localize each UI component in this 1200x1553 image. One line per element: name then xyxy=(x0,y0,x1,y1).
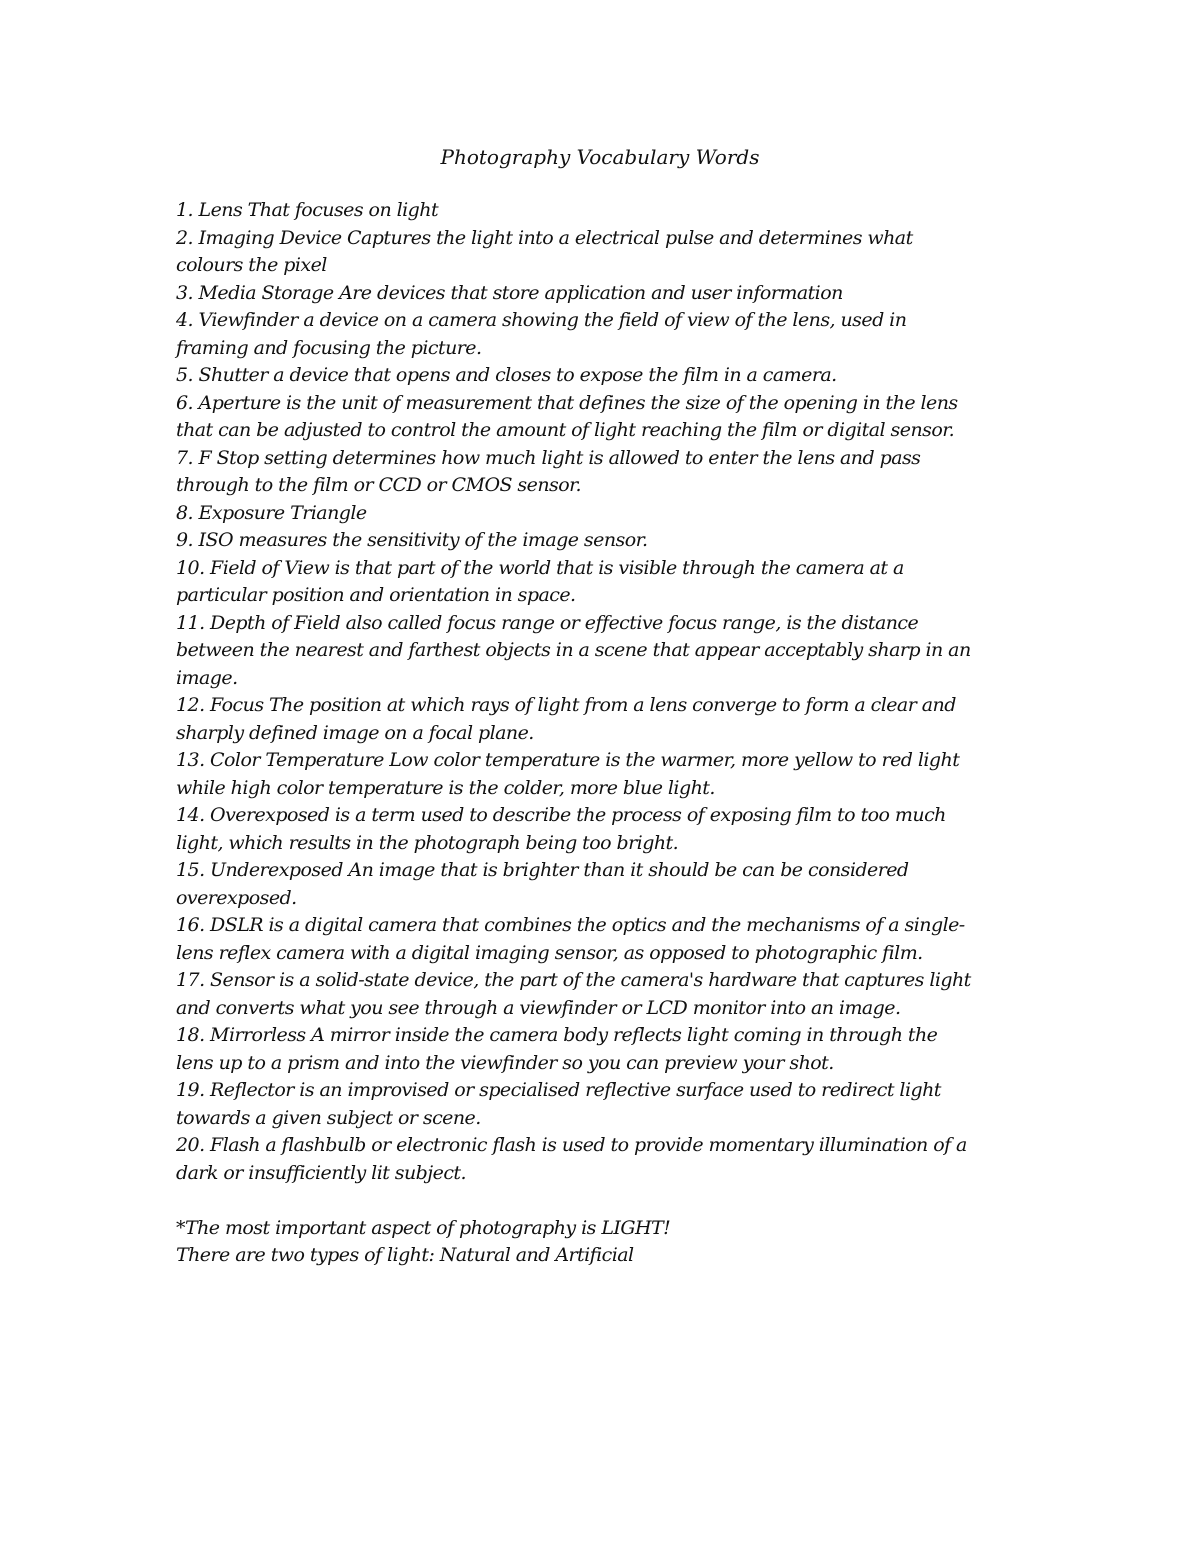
list-item-line: 9. ISO measures the sensitivity of the image sensor. xyxy=(176,529,648,551)
list-item xyxy=(176,225,1036,280)
list-item-line: framing and focusing the picture. xyxy=(176,336,482,359)
list-item-line: 2. Imaging Device Captures the light into a electrical pulse and determines what xyxy=(176,226,913,249)
list-item-line: 6. Aperture is the unit of measurement that defines the size of the opening in the lens xyxy=(176,391,958,414)
document-title: Photography Vocabulary Words xyxy=(440,145,760,169)
list-item xyxy=(176,197,1036,225)
list-item-line: 20. Flash a flashbulb or electronic flash is used to provide momentary illumination of a xyxy=(176,1134,967,1156)
list-item-line: 12. Focus The position at which rays of light from a lens converge to form a clear and xyxy=(176,694,956,716)
list-item-line: that can be adjusted to control the amount of light reaching the film or digital sensor. xyxy=(176,419,955,441)
list-item-line: and converts what you see through a viewfinder or LCD monitor into an image. xyxy=(176,996,901,1019)
list-item xyxy=(176,362,1036,390)
list-item-line: 3. Media Storage Are devices that store application and user information xyxy=(176,281,843,304)
note-line: *The most important aspect of photography is LIGHT! xyxy=(176,1216,671,1239)
list-item-line: 8. Exposure Triangle xyxy=(176,501,367,524)
list-item-line: 5. Shutter a device that opens and closes to expose the film in a camera. xyxy=(176,364,837,386)
list-item-line: 18. Mirrorless A mirror inside the camera body reflects light coming in through the xyxy=(176,1024,938,1046)
list-item xyxy=(176,610,1036,693)
list-item-line: towards a given subject or scene. xyxy=(176,1106,481,1129)
list-item xyxy=(176,280,1036,308)
list-item-line: 14. Overexposed is a term used to describe the process of exposing film to too much xyxy=(176,804,946,826)
notes xyxy=(176,1215,1036,1270)
list-item xyxy=(176,527,1036,555)
list-item-line: particular position and orientation in space. xyxy=(176,584,576,606)
list-item-line: image. xyxy=(176,666,238,689)
list-item xyxy=(176,1022,1036,1077)
list-item-line: 16. DSLR is a digital camera that combines the optics and the mechanisms of a single- xyxy=(176,914,965,936)
note-line: There are two types of light: Natural and Artificial xyxy=(176,1244,634,1266)
list-item-line: 11. Depth of Field also called focus range or effective focus range, is the distance xyxy=(176,611,919,634)
list-item-line: while high color temperature is the colder, more blue light. xyxy=(176,776,715,799)
list-item-line: 17. Sensor is a solid-state device, the part of the camera's hardware that captures light xyxy=(176,969,971,991)
list-item xyxy=(176,307,1036,362)
list-item xyxy=(176,912,1036,967)
list-item-line: colours the pixel xyxy=(176,254,327,276)
list-item-line: 15. Underexposed An image that is brighter than it should be can be considered xyxy=(176,859,909,881)
list-item xyxy=(176,692,1036,747)
list-item-line: through to the film or CCD or CMOS sensor. xyxy=(176,474,582,496)
list-item-line: lens reflex camera with a digital imaging sensor, as opposed to photographic film. xyxy=(176,941,923,964)
list-item xyxy=(176,857,1036,912)
list-item-line: 13. Color Temperature Low color temperature is the warmer, more yellow to red light xyxy=(176,749,960,771)
list-item xyxy=(176,1077,1036,1132)
list-item-line: light, which results in the photograph being too bright. xyxy=(176,831,679,854)
list-item-line: dark or insufficiently lit subject. xyxy=(176,1161,466,1184)
list-item-line: 4. Viewfinder a device on a camera showing the field of view of the lens, used in xyxy=(176,309,907,331)
list-item xyxy=(176,555,1036,610)
list-item xyxy=(176,1132,1036,1187)
list-item-line: 1. Lens That focuses on light xyxy=(176,199,439,221)
list-item xyxy=(176,967,1036,1022)
list-item-line: 10. Field of View is that part of the world that is visible through the camera at a xyxy=(176,556,904,579)
list-item xyxy=(176,500,1036,528)
list-item-line: between the nearest and farthest objects in a scene that appear acceptably sharp in an xyxy=(176,639,971,661)
list-item-line: 19. Reflector is an improvised or specialised reflective surface used to redirect light xyxy=(176,1079,941,1101)
blank-line xyxy=(176,1187,1036,1215)
list-item xyxy=(176,390,1036,445)
list-item-line: 7. F Stop setting determines how much light is allowed to enter the lens and pass xyxy=(176,446,921,469)
list-item-line: sharply defined image on a focal plane. xyxy=(176,721,534,744)
list-item-line: overexposed. xyxy=(176,886,297,909)
list-item-line: lens up to a prism and into the viewfinder so you can preview your shot. xyxy=(176,1051,834,1074)
list-item xyxy=(176,802,1036,857)
vocabulary-list xyxy=(176,197,1036,1270)
list-item xyxy=(176,445,1036,500)
list-item xyxy=(176,747,1036,802)
